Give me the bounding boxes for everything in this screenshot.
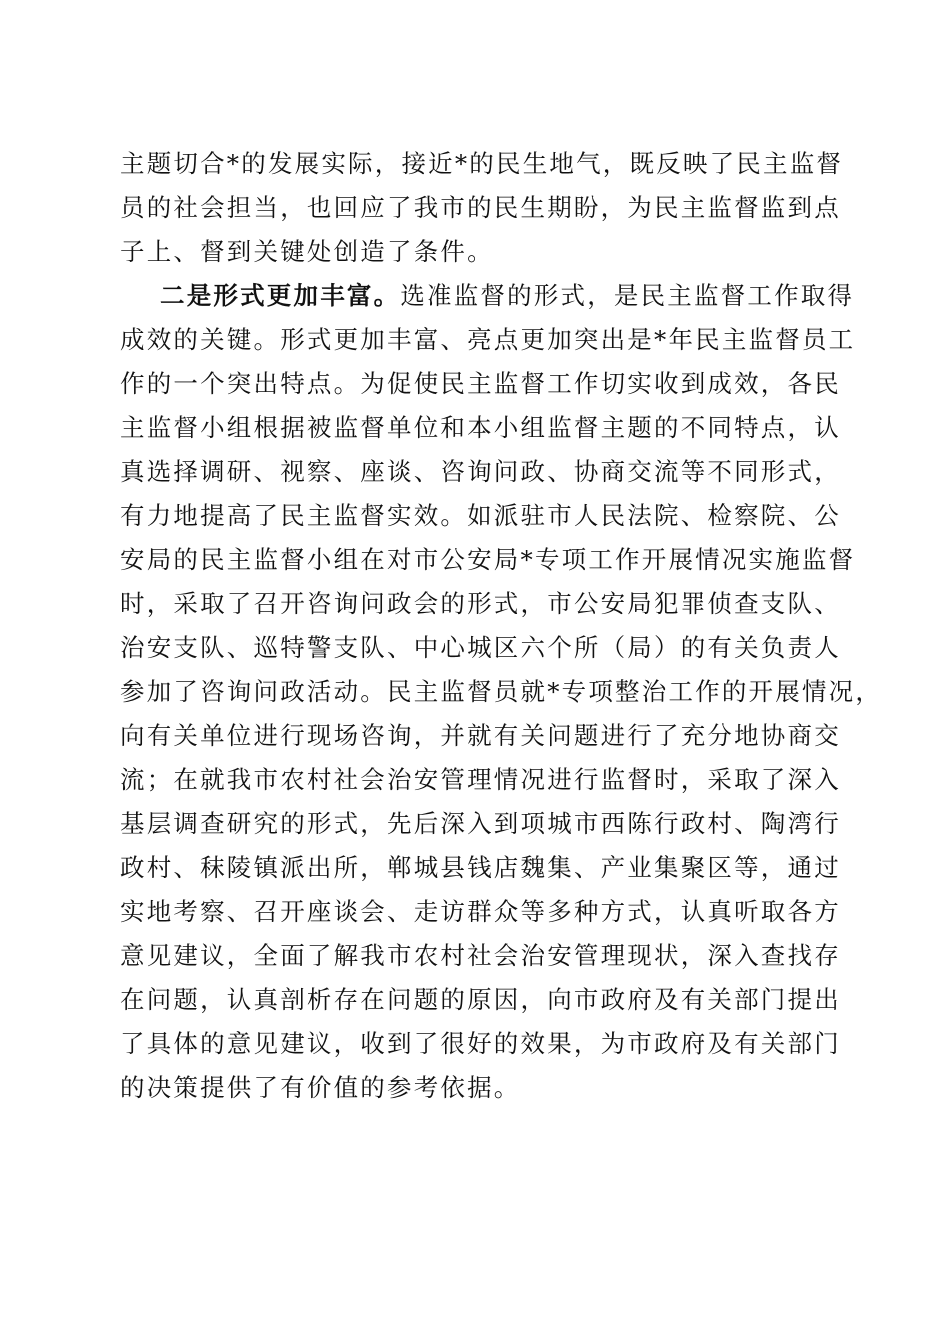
paragraph-first-line [160, 280, 854, 312]
text-line: 基层调查研究的形式，先后深入到项城市西陈行政村、陶湾行 [120, 809, 841, 838]
text-line: 向有关单位进行现场咨询，并就有关问题进行了充分地协商交 [120, 721, 841, 750]
text-line: 参加了咨询问政活动。民主监督员就*专项整治工作的开展情况， [120, 677, 883, 706]
text-line: 作的一个突出特点。为促使民主监督工作切实收到成效，各民 [120, 369, 841, 398]
text-line: 在问题，认真剖析存在问题的原因，向市政府及有关部门提出 [120, 985, 841, 1014]
text-line: 治安支队、巡特警支队、中心城区六个所（局）的有关负责人 [120, 633, 841, 662]
text-line: 意见建议，全面了解我市农村社会治安管理现状，深入查找存 [120, 941, 841, 970]
text-line: 时，采取了召开咨询问政会的形式，市公安局犯罪侦查支队、 [120, 589, 841, 618]
text-line: 子上、督到关键处创造了条件。 [120, 237, 494, 266]
text-line: 流；在就我市农村社会治安管理情况进行监督时，采取了深入 [120, 765, 841, 794]
paragraph-heading: 二是形式更加丰富。 [160, 281, 401, 310]
text-line: 政村、秣陵镇派出所，郸城县钱店魏集、产业集聚区等，通过 [120, 853, 841, 882]
text-line: 主题切合*的发展实际，接近*的民生地气，既反映了民主监督 [120, 149, 844, 178]
text-line: 的决策提供了有价值的参考依据。 [120, 1073, 521, 1102]
text-line: 员的社会担当，也回应了我市的民生期盼，为民主监督监到点 [120, 193, 841, 222]
text-line: 真选择调研、视察、座谈、咨询问政、协商交流等不同形式， [120, 457, 841, 486]
text-line: 实地考察、召开座谈会、走访群众等多种方式，认真听取各方 [120, 897, 841, 926]
text-line: 安局的民主监督小组在对市公安局*专项工作开展情况实施监督 [120, 545, 856, 574]
text-line: 有力地提高了民主监督实效。如派驻市人民法院、检察院、公 [120, 501, 841, 530]
text-line: 成效的关键。形式更加丰富、亮点更加突出是*年民主监督员工 [120, 325, 856, 354]
text-line: 主监督小组根据被监督单位和本小组监督主题的不同特点，认 [120, 413, 841, 442]
text-run: 选准监督的形式，是民主监督工作取得 [400, 281, 855, 310]
text-line: 了具体的意见建议，收到了很好的效果，为市政府及有关部门 [120, 1029, 841, 1058]
